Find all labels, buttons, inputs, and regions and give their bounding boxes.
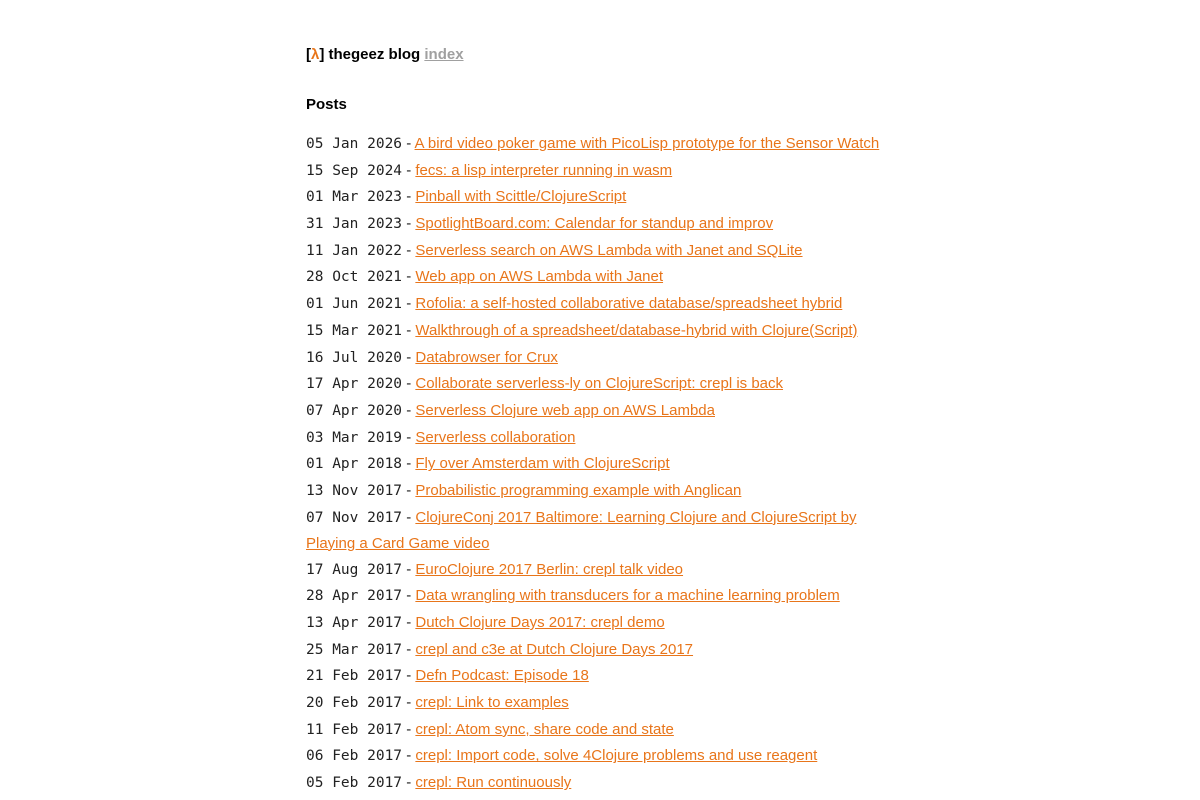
posts-heading: Posts	[306, 96, 347, 113]
date-separator: -	[406, 268, 412, 286]
list-item	[306, 610, 886, 637]
date-separator: -	[406, 215, 412, 233]
bracket-close: ]	[319, 46, 325, 63]
date-separator: -	[406, 667, 412, 685]
post-date: 20 Feb 2017	[306, 695, 403, 712]
list-item	[306, 184, 886, 211]
post-link[interactable]: SpotlightBoard.com: Calendar for standup and improv	[415, 215, 774, 233]
post-link[interactable]: crepl: Run continuously	[415, 774, 572, 792]
date-separator: -	[406, 295, 412, 313]
post-link[interactable]: crepl: Import code, solve 4Clojure problems and use reagent	[415, 747, 818, 765]
list-item	[306, 770, 886, 797]
date-separator: -	[406, 747, 412, 765]
date-separator: -	[406, 614, 412, 631]
post-link[interactable]: Databrowser for Crux	[415, 348, 558, 366]
post-date: 13 Nov 2017	[306, 482, 403, 499]
date-separator: -	[406, 241, 412, 259]
post-link[interactable]: Serverless collaboration	[415, 428, 576, 446]
list-item	[306, 131, 886, 158]
list-item	[306, 345, 886, 372]
date-separator: -	[406, 161, 412, 179]
post-date: 17 Aug 2017	[306, 561, 403, 578]
post-link[interactable]: Walkthrough of a spreadsheet/database-hybrid with Clojure(Script)	[415, 321, 858, 339]
list-item	[306, 425, 886, 452]
date-separator: -	[406, 455, 412, 473]
post-link[interactable]: crepl and c3e at Dutch Clojure Days 2017	[415, 640, 694, 658]
list-item	[306, 158, 886, 185]
list-item	[306, 583, 886, 610]
post-link[interactable]: Dutch Clojure Days 2017: crepl demo	[415, 614, 665, 631]
post-link[interactable]: Serverless Clojure web app on AWS Lambda	[415, 401, 715, 419]
post-date: 17 Apr 2020	[306, 376, 403, 393]
date-separator: -	[406, 560, 412, 578]
list-item	[306, 451, 886, 478]
post-date: 25 Mar 2017	[306, 641, 403, 658]
list-item	[306, 238, 886, 265]
date-separator: -	[406, 401, 412, 419]
post-link[interactable]: Collaborate serverless-ly on ClojureScript: crepl is back	[415, 375, 784, 393]
list-item	[306, 371, 886, 398]
post-date: 15 Mar 2021	[306, 322, 403, 339]
post-date: 28 Oct 2021	[306, 269, 403, 286]
post-date: 11 Jan 2022	[306, 242, 403, 259]
list-item	[306, 637, 886, 664]
list-item	[306, 690, 886, 717]
post-date: 13 Apr 2017	[306, 615, 403, 631]
list-item	[306, 557, 886, 584]
date-separator: -	[406, 640, 412, 658]
post-link[interactable]: ClojureConj 2017 Baltimore: Learning Clojure and ClojureScript by Playing a Card Game video	[306, 508, 857, 552]
post-date: 05 Feb 2017	[306, 775, 403, 792]
list-item	[306, 398, 886, 425]
post-date: 03 Mar 2019	[306, 429, 403, 446]
date-separator: -	[406, 321, 412, 339]
post-link[interactable]: Web app on AWS Lambda with Janet	[415, 268, 664, 286]
bracket-open: [	[306, 46, 311, 63]
date-separator: -	[406, 720, 412, 738]
post-date: 07 Nov 2017	[306, 509, 403, 526]
post-link[interactable]: crepl: Atom sync, share code and state	[415, 720, 674, 738]
post-date: 05 Jan 2026	[306, 136, 403, 152]
post-date: 01 Apr 2018	[306, 456, 403, 473]
post-link[interactable]: fecs: a lisp interpreter running in wasm	[415, 161, 673, 179]
date-separator: -	[406, 428, 412, 446]
post-date: 01 Mar 2023	[306, 189, 403, 206]
post-link[interactable]: Rofolia: a self-hosted collaborative database/spreadsheet hybrid	[415, 295, 843, 313]
date-separator: -	[406, 375, 412, 393]
list-item	[306, 211, 886, 238]
post-link[interactable]: Data wrangling with transducers for a machine learning problem	[415, 587, 840, 605]
post-date: 06 Feb 2017	[306, 748, 403, 765]
date-separator: -	[406, 774, 412, 792]
list-item	[306, 505, 886, 557]
list-item	[306, 478, 886, 505]
post-link[interactable]: crepl: Link to examples	[415, 694, 569, 712]
post-date: 28 Apr 2017	[306, 588, 403, 605]
list-item	[306, 663, 886, 690]
post-date: 16 Jul 2020	[306, 349, 403, 366]
post-link[interactable]: Fly over Amsterdam with ClojureScript	[415, 455, 670, 473]
post-link[interactable]: Serverless search on AWS Lambda with Janet and SQLite	[415, 241, 803, 259]
site-header	[306, 45, 886, 65]
date-separator: -	[406, 508, 412, 526]
list-item	[306, 264, 886, 291]
post-link[interactable]: A bird video poker game with PicoLisp prototype for the Sensor Watch	[414, 135, 880, 152]
list-item	[306, 291, 886, 318]
lambda-logo-icon: λ	[311, 46, 320, 63]
date-separator: -	[406, 694, 412, 712]
index-link[interactable]: index	[424, 46, 464, 63]
post-date: 01 Jun 2021	[306, 296, 403, 313]
list-item	[306, 717, 886, 744]
blog-container	[306, 0, 886, 797]
site-name: thegeez blog	[328, 46, 421, 63]
post-date: 07 Apr 2020	[306, 402, 403, 419]
post-list	[306, 131, 886, 797]
date-separator: -	[406, 135, 412, 152]
date-separator: -	[406, 481, 412, 499]
post-link[interactable]: Defn Podcast: Episode 18	[415, 667, 589, 685]
list-item	[306, 743, 886, 770]
date-separator: -	[406, 188, 412, 206]
post-link[interactable]: EuroClojure 2017 Berlin: crepl talk video	[415, 560, 684, 578]
list-item	[306, 318, 886, 345]
post-date: 15 Sep 2024	[306, 162, 403, 179]
post-link[interactable]: Pinball with Scittle/ClojureScript	[415, 188, 627, 206]
post-date: 11 Feb 2017	[306, 721, 403, 738]
post-date: 21 Feb 2017	[306, 668, 403, 685]
post-date: 31 Jan 2023	[306, 216, 403, 233]
date-separator: -	[406, 348, 412, 366]
date-separator: -	[406, 587, 412, 605]
post-link[interactable]: Probabilistic programming example with Anglican	[415, 481, 742, 499]
